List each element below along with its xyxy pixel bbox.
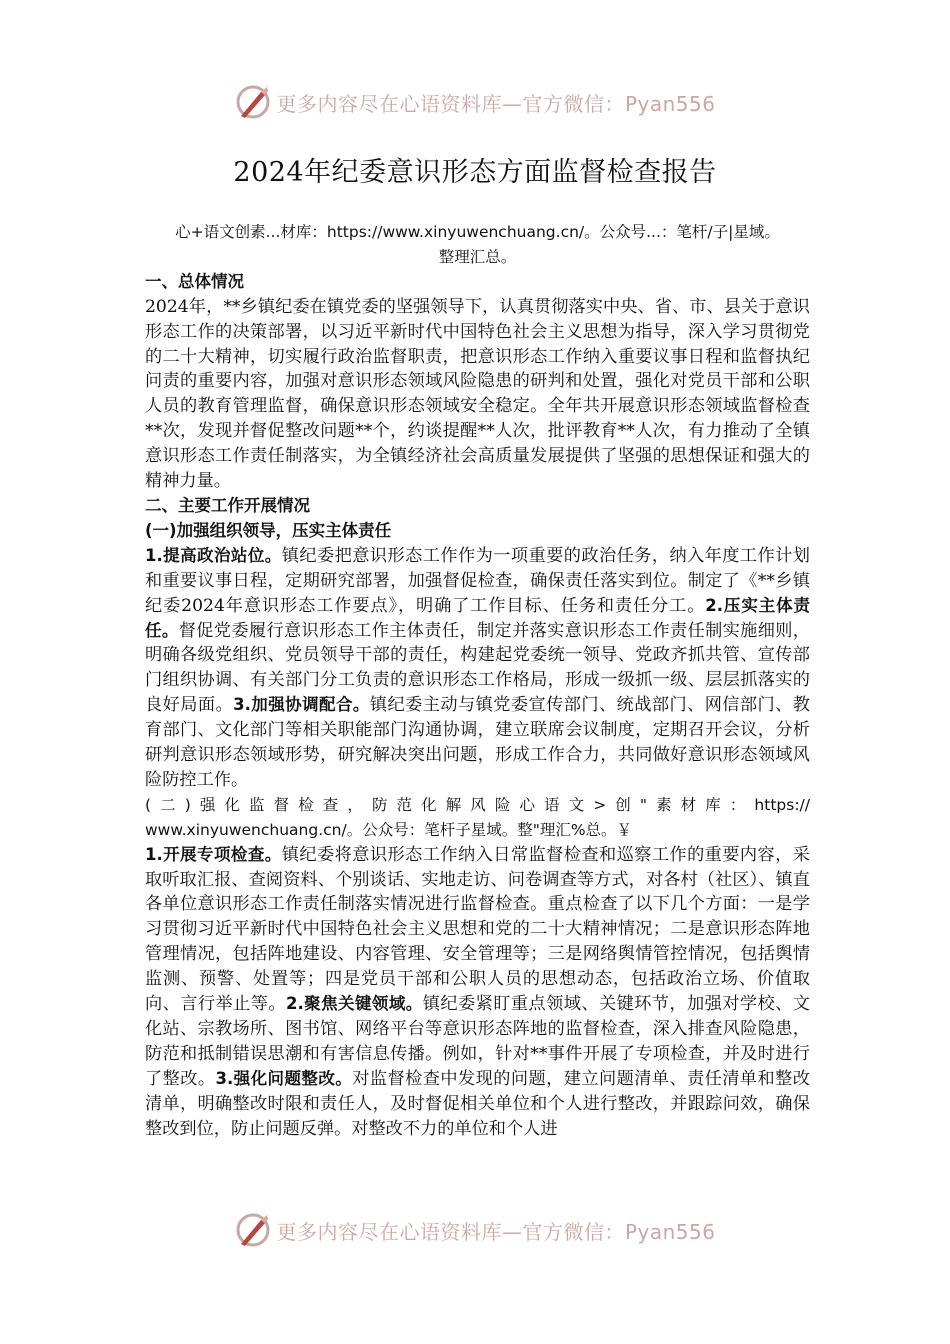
source-note-line-2: 整理汇总。 [438,247,517,266]
source-note-line-1: 心+语文创素...材库：https://www.xinyuwenchuang.cn/。公众号...：笔杆/子|星域。 [175,223,780,241]
section-2-heading: 二、主要工作开展情况 [145,495,310,515]
item-text: 镇纪委主动与镇党委宣传部门、统战部门、网信部门、教育部门、文化部门等相关职能部门沟通协调，建立联席会议制度，定期召开会议，分析研判意识形态领域形势，研究解决突出问题，形成工作合力，共同做好意识形态领域风险防控工作。 [145,695,810,790]
subsection-2-heading-line-1: (二)强化监督检查，防范化解风险心语文>创"素材库：https:// [145,795,810,814]
item-heading: 1.开展专项检查。 [145,844,282,864]
document-title: 2024年纪委意识形态方面监督检查报告 [233,157,717,188]
section-1-paragraph: 2024年，**乡镇纪委在镇党委的坚强领导下，认真贯彻落实中央、省、市、县关于意识形态工作的决策部署，以习近平新时代中国特色社会主义思想为指导，深入学习贯彻党的二十大精神，切实履行政治监督职责，把意识形态工作纳入重要议事日程和监督执纪问责的重要内容，加强对意识形态领域风险隐患的研判和处置，强化对党员干部和公职人员的教育管理监督，确保意识形态领域安全稳定。全年共开展意识形态领域监督检查**次，发现并督促整改问题**个，约谈提醒**人次，批评教育**人次，有力推动了全镇意识形态工作责任制落实，为全镇经济社会高质量发展提供了坚强的思想保证和强大的精神力量。 [145,296,810,492]
item-text: 镇纪委将意识形态工作纳入日常监督检查和巡察工作的重要内容，采取听取汇报、查阅资料、个别谈话、实地走访、问卷调查等方式，对各村（社区）、镇直各单位意识形态工作责任制落实情况进行监督检查。重点检查了以下几个方面：一是学习贯彻习近平新时代中国特色社会主义思想和党的二十大精神情况；二是意识形态阵地管理情况，包括阵地建设、内容管理、安全管理等；三是网络舆情管控情况，包括舆情监测、预警、处置等；四是党员干部和公职人员的思想动态，包括政治立场、价值取向、言行举止等。 [145,844,810,1015]
item-heading: 2.聚焦关键领域。 [285,994,423,1014]
banner-text: 更多内容尽在心语资料库—官方微信：Pyan556 [276,91,716,116]
subsection-2-paragraph [145,843,810,1142]
item-heading: 3.加强协调配合。 [233,695,370,715]
banner-text: 更多内容尽在心语资料库—官方微信：Pyan556 [276,1219,716,1244]
subsection-2-heading-line-2: www.xinyuwenchuang.cn/。公众号：笔杆子星域。整"理汇%总。￥ [145,820,633,839]
footer-watermark-banner [0,1210,950,1250]
item-text: 镇纪委紧盯重点领域、关键环节，加强对学校、文化站、宗教场所、图书馆、网络平台等意识形态阵地的监督检查，深入排查风险隐患，防范和抵制错误思潮和有害信息传播。例如，针对**事件开展了专项检查，并及时进行了整改。 [145,994,810,1089]
document-body [145,220,810,1142]
quill-pen-logo-icon [234,1211,272,1249]
item-text: 对监督检查中发现的问题，建立问题清单、责任清单和整改清单，明确整改时限和责任人，及时督促相关单位和个人进行整改，并跟踪问效，确保整改到位，防止问题反弹。对整改不力的单位和个人进 [145,1068,810,1139]
item-text: 督促党委履行意识形态工作主体责任，制定并落实意识形态工作责任制实施细则，明确各级党组织、党员领导干部的责任，构建起党委统一领导、党政齐抓共管、宣传部门组织协调、有关部门分工负责的意识形态工作格局，形成一级抓一级、层层抓落实的良好局面。 [145,620,810,716]
subsection-1-paragraph [145,544,810,793]
item-heading: 2.压实主体责任。 [145,595,810,640]
subsection-1-heading: (一)加强组织领导，压实主体责任 [145,520,392,540]
quill-pen-logo-icon [234,83,272,121]
item-text: 镇纪委把意识形态工作作为一项重要的政治任务，纳入年度工作计划和重要议事日程，定期研究部署，加强督促检查，确保责任落实到位。制定了《**乡镇纪委2024年意识形态工作要点》，明确了工作目标、任务和责任分工。 [145,545,810,616]
item-heading: 3.强化问题整改。 [215,1068,353,1088]
section-1-heading: 一、总体情况 [145,271,244,291]
header-watermark-banner [0,82,950,122]
item-heading: 1.提高政治站位。 [145,545,282,565]
